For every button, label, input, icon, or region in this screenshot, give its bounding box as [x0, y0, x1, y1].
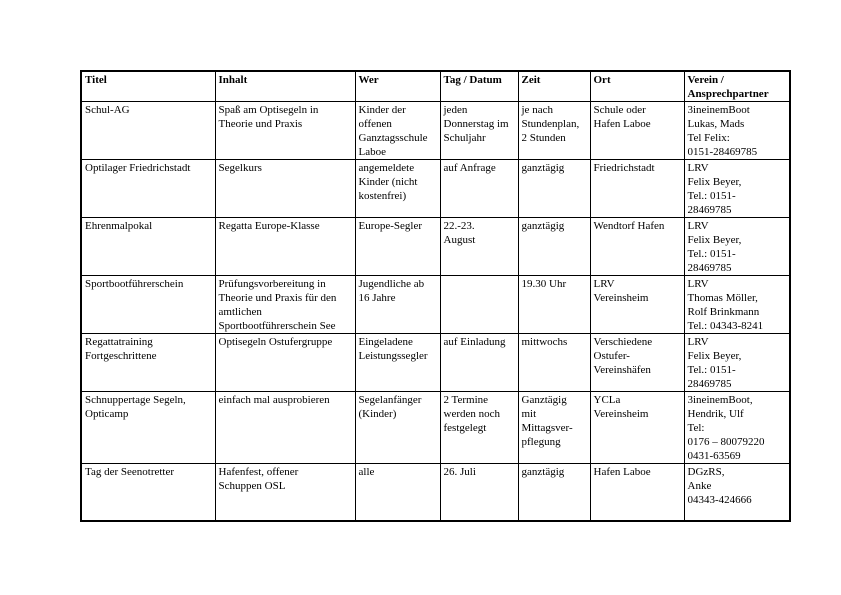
cell-line: 2 Stunden [521, 132, 566, 144]
cell-line: pflegung [521, 436, 561, 448]
cell-line: 28469785 [687, 262, 732, 274]
cell-line: Segelkurs [218, 162, 262, 174]
cell-line: Optilager Friedrichstadt [85, 162, 191, 174]
cell-line: Sportbootführerschein [85, 278, 184, 290]
cell-line: werden noch [443, 408, 501, 420]
cell-line: 0151-28469785 [687, 146, 758, 158]
header-verein: Verein / Ansprechpartner [684, 71, 790, 102]
cell-line: Ehrenmalpokal [85, 220, 153, 232]
cell-datum [440, 392, 518, 464]
cell-verein [684, 276, 790, 334]
cell-verein [684, 160, 790, 218]
cell-line: Hafenfest, offener [218, 466, 299, 478]
cell-zeit [518, 276, 590, 334]
cell-verein [684, 102, 790, 160]
cell-wer [355, 392, 440, 464]
cell-line: mittwochs [521, 336, 568, 348]
cell-wer [355, 102, 440, 160]
cell-line: ganztägig [521, 466, 565, 478]
cell-zeit [518, 160, 590, 218]
cell-line: ganztägig [521, 162, 565, 174]
cell-line: Leistungssegler [358, 350, 428, 362]
table-row [81, 334, 790, 392]
cell-line: Ostufer- [593, 350, 630, 362]
cell-line: 04343-424666 [687, 494, 752, 506]
cell-verein [684, 334, 790, 392]
header-wer: Wer [355, 71, 440, 102]
cell-line: Tel.: 0151- [687, 190, 736, 202]
cell-ort [590, 218, 684, 276]
cell-line: DGzRS, [687, 466, 725, 478]
cell-line: YCLa [593, 394, 621, 406]
cell-line: kostenfrei) [358, 190, 407, 202]
cell-inhalt [215, 276, 355, 334]
cell-ort [590, 464, 684, 521]
cell-line: Optisegeln Ostufergruppe [218, 336, 333, 348]
cell-ort [590, 392, 684, 464]
cell-inhalt [215, 334, 355, 392]
cell-line: 0176 – 80079220 [687, 436, 765, 448]
cell-line: Segelanfänger [358, 394, 422, 406]
cell-wer [355, 464, 440, 521]
cell-titel [81, 160, 215, 218]
cell-line: jeden [443, 104, 468, 116]
cell-line: Vereinsheim [593, 292, 649, 304]
cell-inhalt [215, 464, 355, 521]
cell-inhalt [215, 392, 355, 464]
cell-line: mit [521, 408, 537, 420]
cell-wer [355, 276, 440, 334]
cell-wer [355, 334, 440, 392]
table-row [81, 160, 790, 218]
cell-line: LRV [593, 278, 615, 290]
cell-line: Rolf Brinkmann [687, 306, 760, 318]
table-row [81, 276, 790, 334]
events-table [80, 70, 791, 522]
cell-line: Anke [687, 480, 712, 492]
cell-line: 3ineinemBoot [687, 104, 750, 116]
cell-ort [590, 160, 684, 218]
cell-line: alle [358, 466, 375, 478]
cell-ort [590, 334, 684, 392]
cell-line: August [443, 234, 476, 246]
cell-line: Jugendliche ab [358, 278, 425, 290]
cell-line: auf Einladung [443, 336, 506, 348]
cell-line: Vereinshäfen [593, 364, 651, 376]
cell-line: Friedrichstadt [593, 162, 655, 174]
header-zeit: Zeit [518, 71, 590, 102]
cell-line: Schuppen OSL [218, 480, 286, 492]
cell-verein [684, 218, 790, 276]
cell-line: Theorie und Praxis für den [218, 292, 337, 304]
cell-line: Stundenplan, [521, 118, 580, 130]
cell-line: Prüfungsvorbereitung in [218, 278, 326, 290]
header-ort: Ort [590, 71, 684, 102]
cell-line: Ganztägig [521, 394, 567, 406]
cell-line: Schnuppertage Segeln, [85, 394, 186, 406]
table-header-row [81, 71, 790, 102]
table-body [81, 102, 790, 521]
cell-line: Regattatraining [85, 336, 153, 348]
header-inhalt: Inhalt [215, 71, 355, 102]
cell-line: 28469785 [687, 204, 732, 216]
cell-line: 16 Jahre [358, 292, 396, 304]
cell-zeit [518, 334, 590, 392]
cell-line: festgelegt [443, 422, 487, 434]
header-titel: Titel [81, 71, 215, 102]
cell-line: 0431-63569 [687, 450, 741, 462]
cell-line: Schul-AG [85, 104, 130, 116]
cell-line: Lukas, Mads [687, 118, 745, 130]
cell-line: amtlichen [218, 306, 262, 318]
cell-line: Thomas Möller, [687, 292, 758, 304]
cell-line: Wendtorf Hafen [593, 220, 665, 232]
cell-line: angemeldete [358, 162, 415, 174]
cell-line: (Kinder) [358, 408, 397, 420]
cell-line: Tel.: 04343-8241 [687, 320, 764, 332]
cell-line: Mittagsver- [521, 422, 573, 434]
cell-line: Felix Beyer, [687, 234, 742, 246]
cell-line: Felix Beyer, [687, 350, 742, 362]
cell-line: Regatta Europe-Klasse [218, 220, 320, 232]
cell-line: 28469785 [687, 378, 732, 390]
cell-line: 19.30 Uhr [521, 278, 567, 290]
cell-line: Tag der Seenotretter [85, 466, 175, 478]
cell-datum [440, 102, 518, 160]
cell-datum [440, 276, 518, 334]
cell-line: LRV [687, 336, 709, 348]
cell-line: 22.-23. [443, 220, 475, 232]
cell-titel [81, 276, 215, 334]
cell-line: Donnerstag im [443, 118, 509, 130]
cell-wer [355, 218, 440, 276]
cell-line: Hafen Laboe [593, 466, 651, 478]
cell-line: 26. Juli [443, 466, 476, 478]
cell-line: Tel.: 0151- [687, 248, 736, 260]
cell-line: Kinder der [358, 104, 406, 116]
table-row [81, 392, 790, 464]
cell-datum [440, 218, 518, 276]
cell-line: Tel Felix: [687, 132, 730, 144]
cell-line: ganztägig [521, 220, 565, 232]
cell-line: je nach [521, 104, 553, 116]
cell-line: Vereinsheim [593, 408, 649, 420]
cell-titel [81, 218, 215, 276]
cell-verein [684, 392, 790, 464]
cell-ort [590, 276, 684, 334]
cell-titel [81, 464, 215, 521]
cell-datum [440, 160, 518, 218]
cell-line: LRV [687, 220, 709, 232]
cell-datum [440, 464, 518, 521]
cell-line: Schuljahr [443, 132, 486, 144]
cell-line: Tel: [687, 422, 705, 434]
cell-titel [81, 334, 215, 392]
cell-line: 3ineinemBoot, [687, 394, 753, 406]
cell-line: Europe-Segler [358, 220, 423, 232]
cell-zeit [518, 392, 590, 464]
cell-line: Sportbootführerschein See [218, 320, 336, 332]
cell-verein [684, 464, 790, 521]
cell-line: Kinder (nicht [358, 176, 418, 188]
cell-line: Felix Beyer, [687, 176, 742, 188]
cell-line: Opticamp [85, 408, 129, 420]
cell-zeit [518, 102, 590, 160]
cell-line: Spaß am Optisegeln in [218, 104, 319, 116]
header-datum: Tag / Datum [440, 71, 518, 102]
cell-line: Eingeladene [358, 336, 413, 348]
cell-line: Schule oder [593, 104, 646, 116]
table-row [81, 102, 790, 160]
cell-line: Laboe [358, 146, 386, 158]
cell-line: Fortgeschrittene [85, 350, 157, 362]
cell-line: 2 Termine [443, 394, 489, 406]
cell-line: Verschiedene [593, 336, 653, 348]
cell-line: auf Anfrage [443, 162, 496, 174]
cell-inhalt [215, 160, 355, 218]
cell-zeit [518, 464, 590, 521]
cell-line: Tel.: 0151- [687, 364, 736, 376]
cell-zeit [518, 218, 590, 276]
cell-line: Theorie und Praxis [218, 118, 303, 130]
cell-inhalt [215, 102, 355, 160]
cell-line: offenen [358, 118, 392, 130]
table-row [81, 464, 790, 521]
table-row [81, 218, 790, 276]
cell-titel [81, 392, 215, 464]
cell-ort [590, 102, 684, 160]
cell-line: Hafen Laboe [593, 118, 651, 130]
cell-line: Ganztagsschule [358, 132, 428, 144]
cell-line: einfach mal ausprobieren [218, 394, 330, 406]
cell-line: LRV [687, 278, 709, 290]
cell-line: LRV [687, 162, 709, 174]
cell-line: Hendrik, Ulf [687, 408, 744, 420]
cell-inhalt [215, 218, 355, 276]
cell-wer [355, 160, 440, 218]
cell-titel [81, 102, 215, 160]
cell-datum [440, 334, 518, 392]
